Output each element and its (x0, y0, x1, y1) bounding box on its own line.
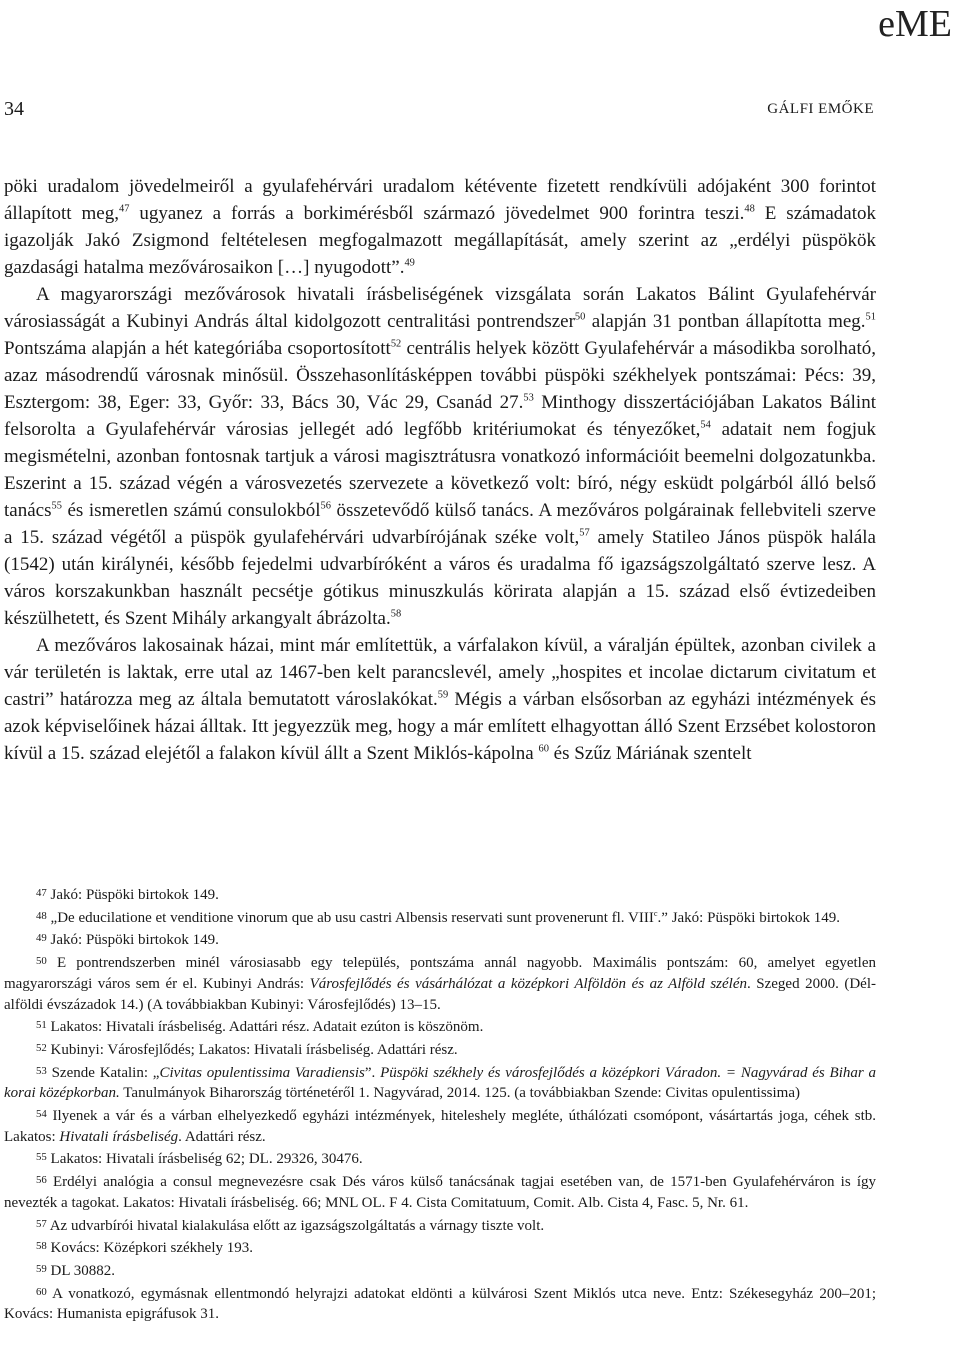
footnote-ref-58[interactable]: 58 (390, 608, 402, 620)
footnote-number: 60 (36, 1285, 47, 1298)
footnote-52: $^{52}$ Kubinyi: Városfejlődés; Lakatos: Hivatali írásbeliség. Adattári rész. (36, 1041, 458, 1058)
footnote-ref-59[interactable]: 59 (437, 689, 449, 701)
publisher-logo (878, 4, 952, 44)
footnote-ref-55[interactable]: 55 (51, 500, 62, 512)
page-number: 34 (4, 98, 24, 120)
footnote-ref-57[interactable]: 57 (579, 527, 590, 539)
footnote-ref-49[interactable]: 49 (404, 257, 415, 269)
footnote-number: 51 (36, 1019, 47, 1032)
footnote-50: $^{50}$ E pontrendszerben minél városiasabb egy település, pontszáma annál nagyobb. Maximális pontszám: 60, amelyet egyetlen magyarországi város sem ér el. Kubinyi András: Városfejlődés és vásárhálózat a középkori Alföldön és az Alföld szélén. Szeged 2000. (Dél-alföldi évszázadok 14.) (A továbbiakban Kubinyi: Városfejlődés) 13–15. (4, 955, 877, 1013)
footnote-number: 58 (36, 1240, 47, 1253)
footnote-number: 55 (36, 1151, 47, 1164)
footnote-53: $^{53}$ Szende Katalin: „Civitas opulentissima Varadiensis”. Püspöki székhely és városfejlődés a középkori Váradon. = Nagyvárad és Bihar a korai középkorban. Tanulmányok Biharország történetéről 1. Nagyvárad, 2014. 125. (a továbbiakban Szende: Civitas opulentissima) (4, 1064, 877, 1102)
running-head-author: GÁLFI EMŐKE (767, 101, 874, 117)
footnote-ref-60[interactable]: 60 (538, 743, 549, 755)
footnote-48: $^{48}$ „De educilatione et venditione vinorum que ab usu castri Albensis reservati sunt provenerunt fl. VIII$^c$.” Jakó: Püspöki birtokok 149. (36, 908, 841, 926)
footnote-59: $^{59}$ DL 30882. (36, 1262, 115, 1279)
footnote-number: 48 (36, 909, 47, 922)
footnote-ref-47[interactable]: 47 (118, 203, 130, 215)
footnote-number: 59 (36, 1262, 47, 1275)
footnote-number: 50 (36, 955, 47, 968)
paragraph-3: A mezőváros lakosainak házai, mint már említettük, a várfalakon kívül, a váralján épültek, azonban civilek a vár területén is laktak, erre utal az 1467-ben kelt parancslevél, amely „hospites et incolae dictarum civitatum et castri” határozza meg az általa bemutatott városlakókat.$^{59}$ Mégis a várban elsősorban az egyházi intézmények és azok képviselőinek házai álltak. Itt jegyezzük meg, hogy a már említett elhagyottan álló Szent Erzsébet kolostoron kívül a 15. század elejétől a falakon kívül állt a Szent Miklós-kápolna $^{60}$ és Szűz Máriának szentelt (4, 635, 876, 764)
footnote-60: $^{60}$ A vonatkozó, egymásnak ellentmondó helyrajzi adatokat eldönti a külvárosi Szent Miklós utca neve. Entz: Székesegyház 200–201; Kovács: Humanista epigráfusok 31. (4, 1285, 876, 1323)
footnote-number: 49 (36, 932, 47, 945)
logo-text: eME (878, 3, 952, 45)
footnote-number: 54 (36, 1108, 47, 1121)
footnote-49: $^{49}$ Jakó: Püspöki birtokok 149. (36, 932, 219, 949)
footnote-57: $^{57}$ Az udvarbírói hivatal kialakulása előtt az igazságszolgáltatás a várnagy tiszte volt. (36, 1217, 545, 1234)
paragraph-1: pöki uradalom jövedelmeiről a gyulafehérvári uradalom kétévente fizetett rendkívüli adójaként 300 forintot állapított meg,$^{47}$ ugyanez a forrás a borkimérésből származó jövedelmet 900 forintra teszi.$^{48}$ E számadatok igazolják Jakó Zsigmond feltételesen megfogalmazott megállapítását, amely szerint az „erdélyi püspökök gazdasági hatalma mezővárosaikon […] nyugodott”.$^{49}$ (4, 176, 876, 278)
footnote-number: 47 (36, 887, 47, 899)
footnote-number: 53 (36, 1064, 47, 1077)
footnote-ref-48[interactable]: 48 (744, 203, 755, 215)
footnote-number: 56 (36, 1174, 47, 1187)
footnote-number: 52 (36, 1041, 47, 1054)
footnote-ref-52[interactable]: 52 (390, 338, 402, 350)
footnote-58: $^{58}$ Kovács: Középkori székhely 193. (36, 1240, 253, 1257)
footnote-54: $^{54}$ Ilyenek a vár és a várban elhelyezkedő egyházi intézmények, hiteleshely megléte, úthálózati csomópont, vásártartás joga, céhek stb. Lakatos: Hivatali írásbeliség. Adattári rész. (4, 1108, 876, 1145)
footnote-ref-53[interactable]: 53 (523, 392, 534, 404)
footnote-ref-50[interactable]: 50 (574, 311, 586, 323)
footnote-number: 57 (36, 1217, 47, 1230)
footnote-ref-54[interactable]: 54 (700, 419, 711, 431)
main-text (4, 173, 876, 767)
paragraph-2: A magyarországi mezővárosok hivatali írásbeliségének vizsgálata során Lakatos Bálint Gyulafehérvár városiasságát a Kubinyi András által kidolgozott centralitási pontrendszer$^{50}$ alapján 31 pontban állapította meg.$^{51}$ Pontszáma alapján a hét kategóriába csoportosított$^{52}$ centrális helyek között Gyulafehérvár a másodikba sorolható, azaz másodrendű városnak minősül. Összehasonlításképpen további püspöki székhelyek pontszámai: Pécs: 39, Esztergom: 38, Eger: 33, Győr: 33, Bács 30, Vác 29, Csanád 27.53 Minthogy disszertációjában Lakatos Bálint felsorolta a Gyulafehérvár városias jellegét adó legfőbb kritériumokat és tényezőket,$^{54}$ adatait nem fogjuk megismételni, azonban fontosnak tartjuk a városi magisztrátusra vonatkozó információit beemelni dolgozatunkba. Eszerint a 15. század végén a városvezetés szervezete a következő volt: bíró, négy esküdt polgárból álló belső tanács$^{55}$ és ismeretlen számú consulokból$^{56}$ összetevődő külső tanács. A mezőváros polgárainak fellebviteli szerve a 15. század végétől a püspök gyulafehérvári udvarbírójának széke volt,$^{57}$ amely Statileo János püspök halála (1542) után királynéi, később fejedelmi udvarbíróként a város és uradalma fő igazságszolgáltató szerve lesz. A város korszakunkban használt pecsétje gótikus minuszkulás körirata alapján a 15. század első évtizedeiben készülhetett, és Szent Mihály arkangyalt ábrázolta.$^{58}$ (4, 284, 876, 629)
footnote-51: $^{51}$ Lakatos: Hivatali írásbeliség. Adattári rész. Adatait ezúton is köszönöm. (36, 1019, 484, 1036)
footnote-ref-51[interactable]: 51 (865, 311, 876, 323)
footnotes (4, 883, 876, 1325)
footnote-ref-56[interactable]: 56 (320, 500, 331, 512)
footnote-55: $^{55}$ Lakatos: Hivatali írásbeliség 62; DL. 29326, 30476. (36, 1151, 363, 1168)
footnote-56: $^{56}$ Erdélyi analógia a consul megnevezésre csak Dés város külső tanácsának tagjai esetében van, de 1571-ben Gyulafehérváron is így nevezték a tagokat. Lakatos: Hivatali írásbeliség. 66; MNL OL. F 4. Cista Comitatuum, Comit. Alb. Cista 4, Fasc. 5, Nr. 61. (4, 1174, 876, 1211)
footnote-47: $^{47}$ Jakó: Püspöki birtokok 149. (36, 887, 219, 903)
